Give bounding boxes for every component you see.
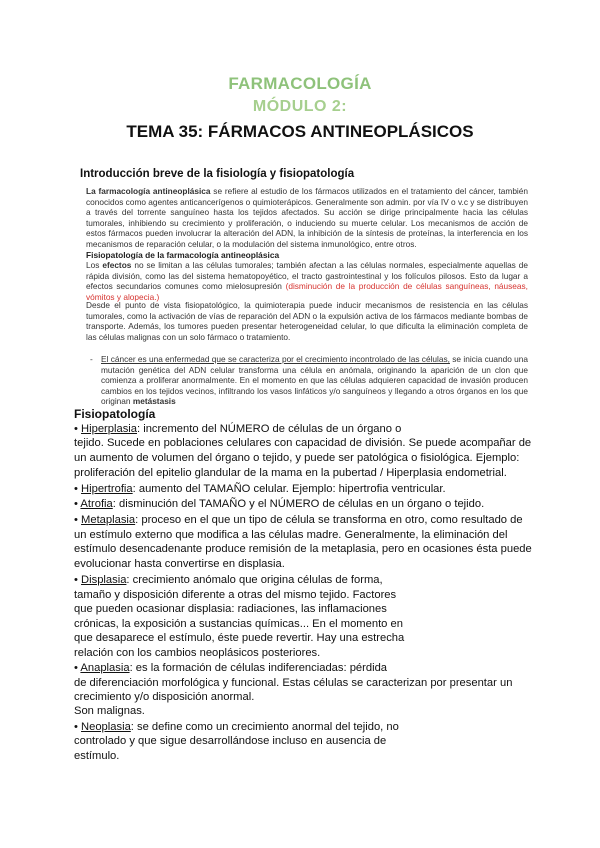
metaplasia-line-3: estímulo desencadenante produce remisión de la metaplasia, pero en ocasiones ésta puede	[74, 543, 532, 555]
bullet-hiperplasia: •	[74, 423, 78, 435]
anaplasia-line-2: de diferenciación morfológica y funcional. Estas células se caracterizan por presentar un	[74, 677, 513, 689]
subject-title: FARMACOLOGÍA	[228, 74, 372, 93]
hiperplasia-line-3: un aumento de volumen del órgano o tejido, y puede ser patológica o fisiológica. Ejemplo:	[74, 452, 520, 464]
bullet-hipertrofia: •	[74, 483, 78, 495]
metaplasia-text-1: : proceso en el que un tipo de célula se transforma en otro, como resultado de	[135, 514, 523, 526]
intro-p2-bold: efectos	[102, 260, 132, 270]
hipertrofia-text-1: : aumento del TAMAÑO celular. Ejemplo: hipertrofia ventricular.	[132, 483, 446, 495]
displasia-text-1: : crecimiento anómalo que origina células de forma,	[126, 574, 383, 586]
metaplasia-line-4: evolucionar hasta convertirse en displasia.	[74, 558, 285, 570]
hiperplasia-text-1: : incremento del NÚMERO de células de un órgano o	[137, 423, 402, 435]
hipertrofia-line-1	[74, 482, 446, 496]
term-atrofia: Atrofia	[80, 498, 113, 510]
hiperplasia-line-4: proliferación del epitelio glandular de la mama en la pubertad / Hiperplasia endometrial.	[74, 467, 507, 479]
neoplasia-line-1	[74, 720, 399, 734]
intro-bullet-text: se inicia cuando una mutación genética del ADN celular transforma una célula en anómala, originando la aparición de un clon que comienza a proliferar anormalmente. En el momento en que las células adquieren capacidad de invasión producen cambios en los tejidos vecinos, infiltrando los vasos linfáticos y/o sanguíneos y llegando a otros órganos en los que originan	[101, 354, 528, 407]
displasia-line-5: que desaparece el estímulo, éste puede revertir. Hay una estrecha	[74, 632, 405, 644]
fisiopatologia-heading: Fisiopatología	[74, 407, 156, 421]
hiperplasia-line-1	[74, 422, 401, 436]
anaplasia-line-3: crecimiento y/o disposición anormal.	[74, 691, 255, 703]
displasia-line-3: que pueden ocasionar displasia: radiaciones, las inflamaciones	[74, 603, 387, 615]
intro-paragraph-2	[86, 260, 528, 302]
bullet-anaplasia: •	[74, 662, 78, 674]
bullet-atrofia: •	[74, 498, 78, 510]
term-displasia: Displasia	[81, 574, 127, 586]
intro-subheading: Fisiopatología de la farmacología antineoplásica	[86, 250, 280, 260]
neoplasia-line-2: controlado y que sigue desarrollándose incluso en ausencia de	[74, 735, 387, 747]
bullet-dash: -	[90, 354, 93, 364]
displasia-line-6: relación con los cambios neoplásicos posteriores.	[74, 647, 321, 659]
intro-bullet-paragraph	[101, 354, 528, 407]
bullet-metaplasia: •	[74, 514, 78, 526]
term-anaplasia: Anaplasia	[80, 662, 130, 674]
term-neoplasia: Neoplasia	[81, 721, 131, 733]
term-metaplasia: Metaplasia	[81, 514, 136, 526]
topic-title: TEMA 35: FÁRMACOS ANTINEOPLÁSICOS	[126, 122, 474, 141]
intro-bullet-bold: metástasis	[132, 396, 176, 407]
intro-p2-highlight: (disminución de la producción de células sanguíneas, náuseas, vómitos y alopecia.)	[86, 281, 528, 302]
neoplasia-text-1: : se define como un crecimiento anormal del tejido, no	[130, 721, 399, 733]
bullet-displasia: •	[74, 574, 78, 586]
anaplasia-line-4: Son malignas.	[74, 705, 145, 717]
intro-heading: Introducción breve de la fisiología y fisiopatología	[80, 168, 355, 180]
metaplasia-line-1	[74, 513, 523, 527]
term-hipertrofia: Hipertrofia	[81, 483, 133, 495]
intro-p2-a: Los	[86, 260, 103, 270]
metaplasia-line-2: un estímulo externo que modifica a las células madre. Generalmente, la eliminación del	[74, 529, 508, 541]
anaplasia-line-1	[74, 661, 387, 675]
intro-paragraph-1	[86, 186, 528, 250]
intro-p1-text: se refiere al estudio de los fármacos utilizados en el tratamiento del cáncer, también conocidos como agentes anticancerígenos o quimioterápicos. Generalmente son admin. por vía IV o v.c y se distribuyen a través del torrente sanguíneo hasta los tejidos afectados. Su acción se dirige principalmente hacia las células tumorales, inhibiendo su crecimiento y proliferación, o induciendo su muerte celular. Los mecanismos de acción de estos fármacos pueden involucrar la alteración del ADN, la inhibición de la síntesis de proteínas, la interferencia en los mecanismos de reparación celular, o la modulación del sistema inmunológico, entre otros.	[86, 186, 528, 249]
displasia-line-4: crónicas, la exposición a sustancias químicas... En el momento en	[74, 618, 403, 630]
module-title: MÓDULO 2:	[252, 98, 348, 115]
atrofia-text-1: : disminución del TAMAÑO y el NÚMERO de células en un órgano o tejido.	[112, 498, 485, 510]
intro-p2-b: no se limitan a las células tumorales; también afectan a las células normales, especialmente aquellas de rápida división, como las del sistema hematopoyético, el tracto gastrointestinal y los folículos pilosos. Esto da lugar a efectos secundarios comunes como mielosupresión	[86, 260, 528, 292]
term-hiperplasia: Hiperplasia	[81, 423, 137, 435]
hiperplasia-line-2: tejido. Sucede en poblaciones celulares con capacidad de división. Se puede acompañar de	[74, 437, 532, 449]
anaplasia-text-1: : es la formación de células indiferenciadas: pérdida	[129, 662, 388, 674]
intro-bullet-underlined: El cáncer es una enfermedad que se caracteriza por el crecimiento incontrolado de las células,	[101, 354, 450, 364]
bullet-neoplasia: •	[74, 721, 78, 733]
neoplasia-line-3: estímulo.	[74, 750, 120, 762]
displasia-line-1	[74, 573, 383, 587]
intro-paragraph-3: Desde el punto de vista fisiopatológico, la quimioterapia puede inducir mecanismos de resistencia en las células tumorales, como la activación de vías de reparación del ADN o la expulsión activa de los fármacos mediante bombas de transporte. Además, los tumores pueden presentar heterogeneidad celular, lo que dificulta la eliminación completa de las células malignas con un solo fármaco o tratamiento.	[86, 300, 528, 342]
displasia-line-2: tamaño y disposición diferente a otras del mismo tejido. Factores	[74, 589, 397, 601]
intro-p1-bold: La farmacología antineoplásica	[86, 186, 211, 196]
atrofia-line-1	[74, 497, 484, 511]
